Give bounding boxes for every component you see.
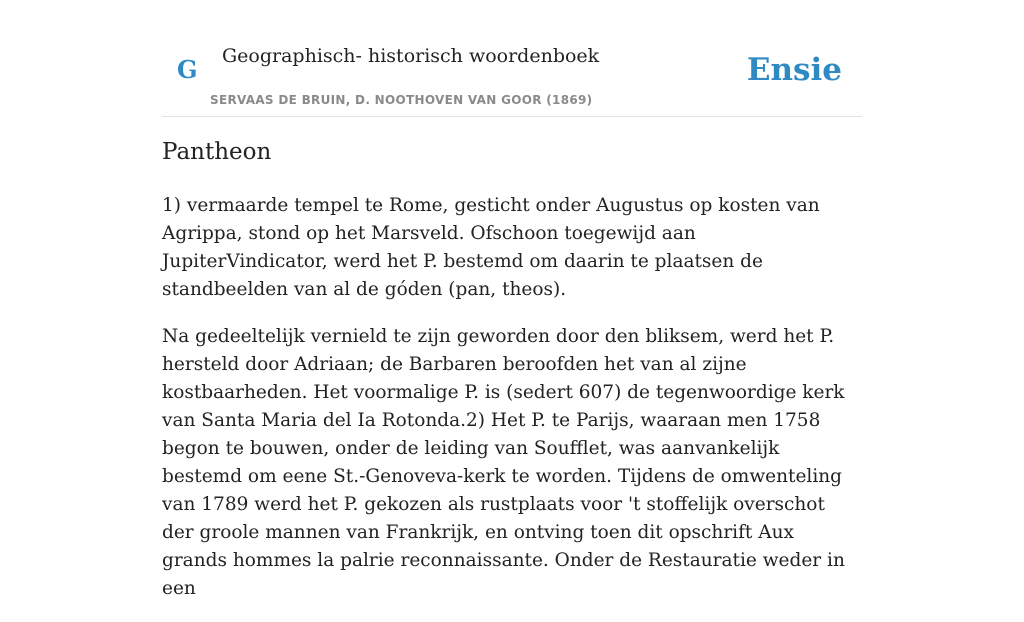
entry-paragraph: 1) vermaarde tempel te Rome, gesticht onder Augustus op kosten van Agrippa, stond op het Marsveld. Ofschoon toegewijd aan JupiterVindicator, werd het P. bestemd om daarin te plaatsen de standbeelden van al de góden (pan, theos).	[162, 195, 820, 300]
page	[162, 0, 862, 599]
entry-paragraph: Na gedeeltelijk vernield te zijn geworden door den bliksem, werd het P. hersteld door Adriaan; de Barbaren beroofden het van al zijne kostbaarheden. Het voormalige P. is (sedert 607) de tegenwoordige kerk van Santa Maria del Ia Rotonda.2) Het P. te Parijs, waaraan men 1758 begon te bouwen, onder de leiding van Soufflet, was aanvankelijk bestemd om eene St.-Genoveva-kerk te worden. Tijdens de omwenteling van 1789 werd het P. gekozen als rustplaats voor 't stoffelijk overschot der groole mannen van Frankrijk, en ontving toen dit opschrift Aux grands hommes la palrie reconnaissante. Onder de Restauratie weder in een	[162, 326, 845, 599]
entry-title: Pantheon	[162, 139, 272, 165]
site-logo[interactable]: Ensie	[746, 52, 842, 88]
book-letter-icon[interactable]: G	[177, 55, 198, 84]
header	[162, 0, 862, 117]
book-title-link[interactable]: Geographisch- historisch woordenboek	[222, 45, 600, 67]
entry-body	[162, 192, 862, 622]
book-author: SERVAAS DE BRUIN, D. NOOTHOVEN VAN GOOR (1869)	[210, 93, 593, 107]
